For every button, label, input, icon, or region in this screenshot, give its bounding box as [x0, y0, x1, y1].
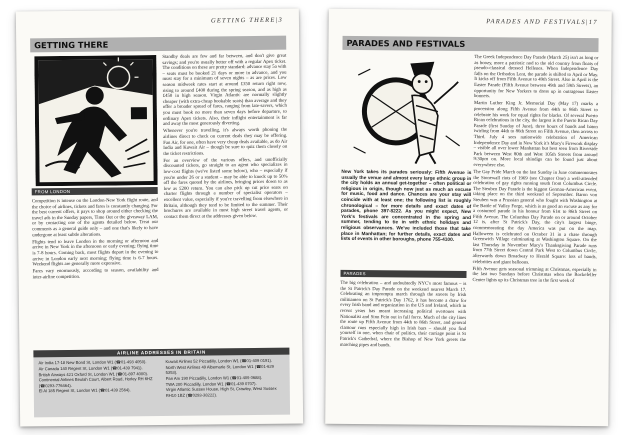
- drummer-illustration: [349, 55, 464, 166]
- left-column-1: [32, 198, 159, 282]
- airline-list-right: [165, 358, 285, 399]
- section-title: GETTING THERE: [30, 36, 286, 53]
- airline-address-box: [33, 348, 290, 418]
- paragraph: Flights tend to leave London in the morning or afternoon and arrive in New York in the afternoon or early evening; flying time is 7-8 hours. Coming back, most flights depart in the evening to arrive in London early next morning; flying time is 6-7 hours. Weekend flights are generally more expensive.: [32, 238, 159, 268]
- airline-entry: North West Airlines 49 Albemarle St, London W1 (☎01-629 5353).: [165, 363, 274, 375]
- paragraph: The Greek Independence Day Parade (March 25) isn't as long or as boozy, more a patriotic nod to the old country from floats of pseudo-classical dressed Hellenes. When Independence Day falls on the Orthodox Lent, the parade is shifted to April or May. It kicks off from Fifth Avenue to 49th Street. Also in April is the Easter Parade (Fifth Avenue between 49th and 59th Streets), an opportunity for New Yorkers to dress up in outrageous Easter bonnets.: [474, 55, 599, 100]
- left-page: [16, 9, 303, 427]
- paragraph: For an overview of the various offers, and unofficially discounted tickets, go straight to an agent who specializes in low-cost flights (we've listed some below), who – especially if you're under 26 or a student – may be able to knock up to 50% off the fares quoted by the airlines, bringing prices down to as low as £200 return. You can also pick up cut price seats on charter flights through a number of specialist operators – excellent value, especially if you're travelling from elsewhere in Britain, although they tend to be limited to the summer. Their brochures are available in most high street travel agents, or contact them direct at the addresses given below.: [163, 157, 288, 220]
- running-head: GETTING THERE|3: [210, 16, 283, 25]
- paragraph: Fares vary enormously, according to season, availability and inter-airline competition.: [32, 268, 159, 281]
- airline-entry: British Airways 421 Oxford St, London W1 (☎01-897 4000).: [38, 370, 148, 377]
- airline-entry: TWA 200 Piccadilly, London W1 (☎01-439 0707).: [165, 380, 257, 387]
- paragraph: The big celebration – and undoubtedly NYC's most famous – is the St Patrick's Day Parade on the weekend nearest March 17. Celebrating an impromptu march through the streets by Irish militiamen on St Patrick's Day 1762, it has become a draw for every Irish band and organization in the US and Ireland, which in recent years has meant increasing political overtones with Nationalist and Sinn Fein out in full force. Much of the city lines the route up Fifth Avenue from 44th to 86th Street, and general clamour runs especially high in Irish bars – should you find yourself in one, when chair of politics, their carriage point is St Patrick's Cathedral, where the Bishop of New York greets the marching pipes and bands.: [339, 280, 467, 348]
- left-column-2: [162, 54, 288, 222]
- airline-entry: Pan Am 190 Piccadilly, London W1 (☎01-409 0688).: [165, 374, 263, 381]
- paragraph: Fifth Avenue gets seasonal trimming at Christmas, especially in the last two Sundays before Christmas when the Rockefeller Center lights up its Christmas tree in the first week of: [472, 266, 597, 284]
- airline-list-left: [38, 359, 158, 394]
- paragraph: Standby deals are few and far between, and don't give great savings; and you're usually better off with a regular Apex ticket. The conditions on these are pretty standard: advance stay 5a with – seats must be booked 21 days or more in advance, and you must stay for a minimum of seven nights – as are prices. Low season midweek rates start at around £350 return right now, rising to around £400 during the spring season, and as high as £450 in high season. Virgin Atlantic are normally slightly cheaper (with extra-cheap bookable seats) than average and they offer a broader spread of fares, ranging from late-savers, which you must book no more than seven days before departure, to ordinary Apex tickets. Also, their inflight entertainment is far and away the most generously diverting.: [162, 53, 287, 128]
- section-title: PARADES AND FESTIVALS: [342, 36, 598, 52]
- runner-illustration: [34, 55, 157, 186]
- right-column-1: [340, 281, 467, 351]
- airline-entry: Kuwait Airlines 52 Piccadilly, London W1 (☎01-409 0191).: [165, 357, 273, 364]
- paragraph: Martin Luther King Jr. Memorial Day (May 17) marks a procession along Fifth Avenue from 44th to 86th Street to celebrate his work for equal rights for blacks. Of several Puerto Rican celebrations in the city, the largest is the Puerto Rican Day Parade (first Sunday of June), three hours of bands and baton twirling from 44th to 86th Street on Fifth Avenue, then across to Third. July 4 sees nationwide celebration of American Independence Day and in New York it's Macy's Firework display – visible all over lower Manhattan but best seen from Riverside Park between West 80th and West 105th Streets from around 9:30pm on. More local shindigs can be found just about everywhere else.: [473, 101, 599, 169]
- airline-entry: Air India 17-18 New Bond St, London W1 (☎01-493 4050).: [38, 359, 147, 366]
- lead-paragraph: New York takes its parades seriously: Fifth Avenue is usually the venue and almost every large ethnic group in the city holds an annual get-together – often political or religious in origin, though now just as much an excuse for music, food and dance. Chances are your stay will coincide with at least one; the following list is roughly chronological – for more details and exact dates of parades, phone 397-8222. As you might expect, New York's festivals are concentrated in the spring and summer, tending to tie in with ethnic holidays and religious observances. We've included those that take place in Manhattan; for further details, exact dates and lists of events in other boroughs, phone 755-4100.: [340, 169, 472, 243]
- paragraph: Competition is intense on the London-New York flight route, and the choice of airlines, tickets and fares is constantly changing. For the best current offers, it pays to shop around either checking the travel ads in the Sunday papers, Time Out or the giveaway LAM, or by contacting one of the agents detailed below. Treat our comments as a general guide only – and one that's likely to have undergone at least subtle alterations.: [31, 198, 159, 238]
- right-column-2: [472, 55, 598, 286]
- airline-address-title: AIRLINE ADDRESSES IN BRITAIN: [33, 348, 289, 358]
- airline-entry: El Al 185 Regent St, London W1 (☎01-439 2564).: [38, 387, 131, 394]
- airline-entry: Air Canada 140 Regent St, London W1 (☎01-439 7941).: [38, 364, 143, 372]
- parades-subheading: PARADES: [340, 270, 466, 278]
- running-head: PARADES AND FESTIVALS|17: [486, 18, 598, 27]
- paragraph: Whenever you're travelling, it's always worth phoning the airlines direct to check on current deals they may be offering. Fan Air, for one, often have very cheap deals available, as do Air India and Kuwait Air – though be sure to quiz them closely on the ticket restrictions.: [163, 127, 288, 157]
- photo-caption: FROM LONDON: [32, 187, 158, 195]
- right-page: [325, 9, 612, 426]
- paragraph: The Gay Pride March on the last Sunday in June commemorates the Stonewall riots of 1969 (see Chapter One) a well-attended celebration of gay rights running south from Columbus Circle. The Steuben Day Parade is the biggest German-American event, taking place on the third weekend of September. Baron von Steuben was a Prussian general who fought with Washington at the Battle of Valley Forge, which is as good an excuse as any for a costumed parade in his honour from 61st to 86th Street on Fifth Avenue. The Columbus Day Parade on or around October 12 is, after St Patrick's Day, the city's largest binge, commemorating the day America was put on the map. Halloween is celebrated on October 31 in a chase through Greenwich Village culminating at Washington Square. On the last Thursday in November Macy's Thanksgiving Parade runs from 77th Street down Central Park West to Columbus Circle, afterwards down Broadway to Herald Square: lots of bands, celebrities and giant balloons.: [472, 170, 598, 266]
- airline-entry: Virgin Atlantic Sussex House, High St, Crawley, West Sussex RH10 1BZ (☎0293-38222).: [165, 386, 277, 398]
- airline-entry: Continental Airlines Beulah Court, Albert Road, Horley RH 6HZ (☎0293-776464).: [38, 376, 153, 388]
